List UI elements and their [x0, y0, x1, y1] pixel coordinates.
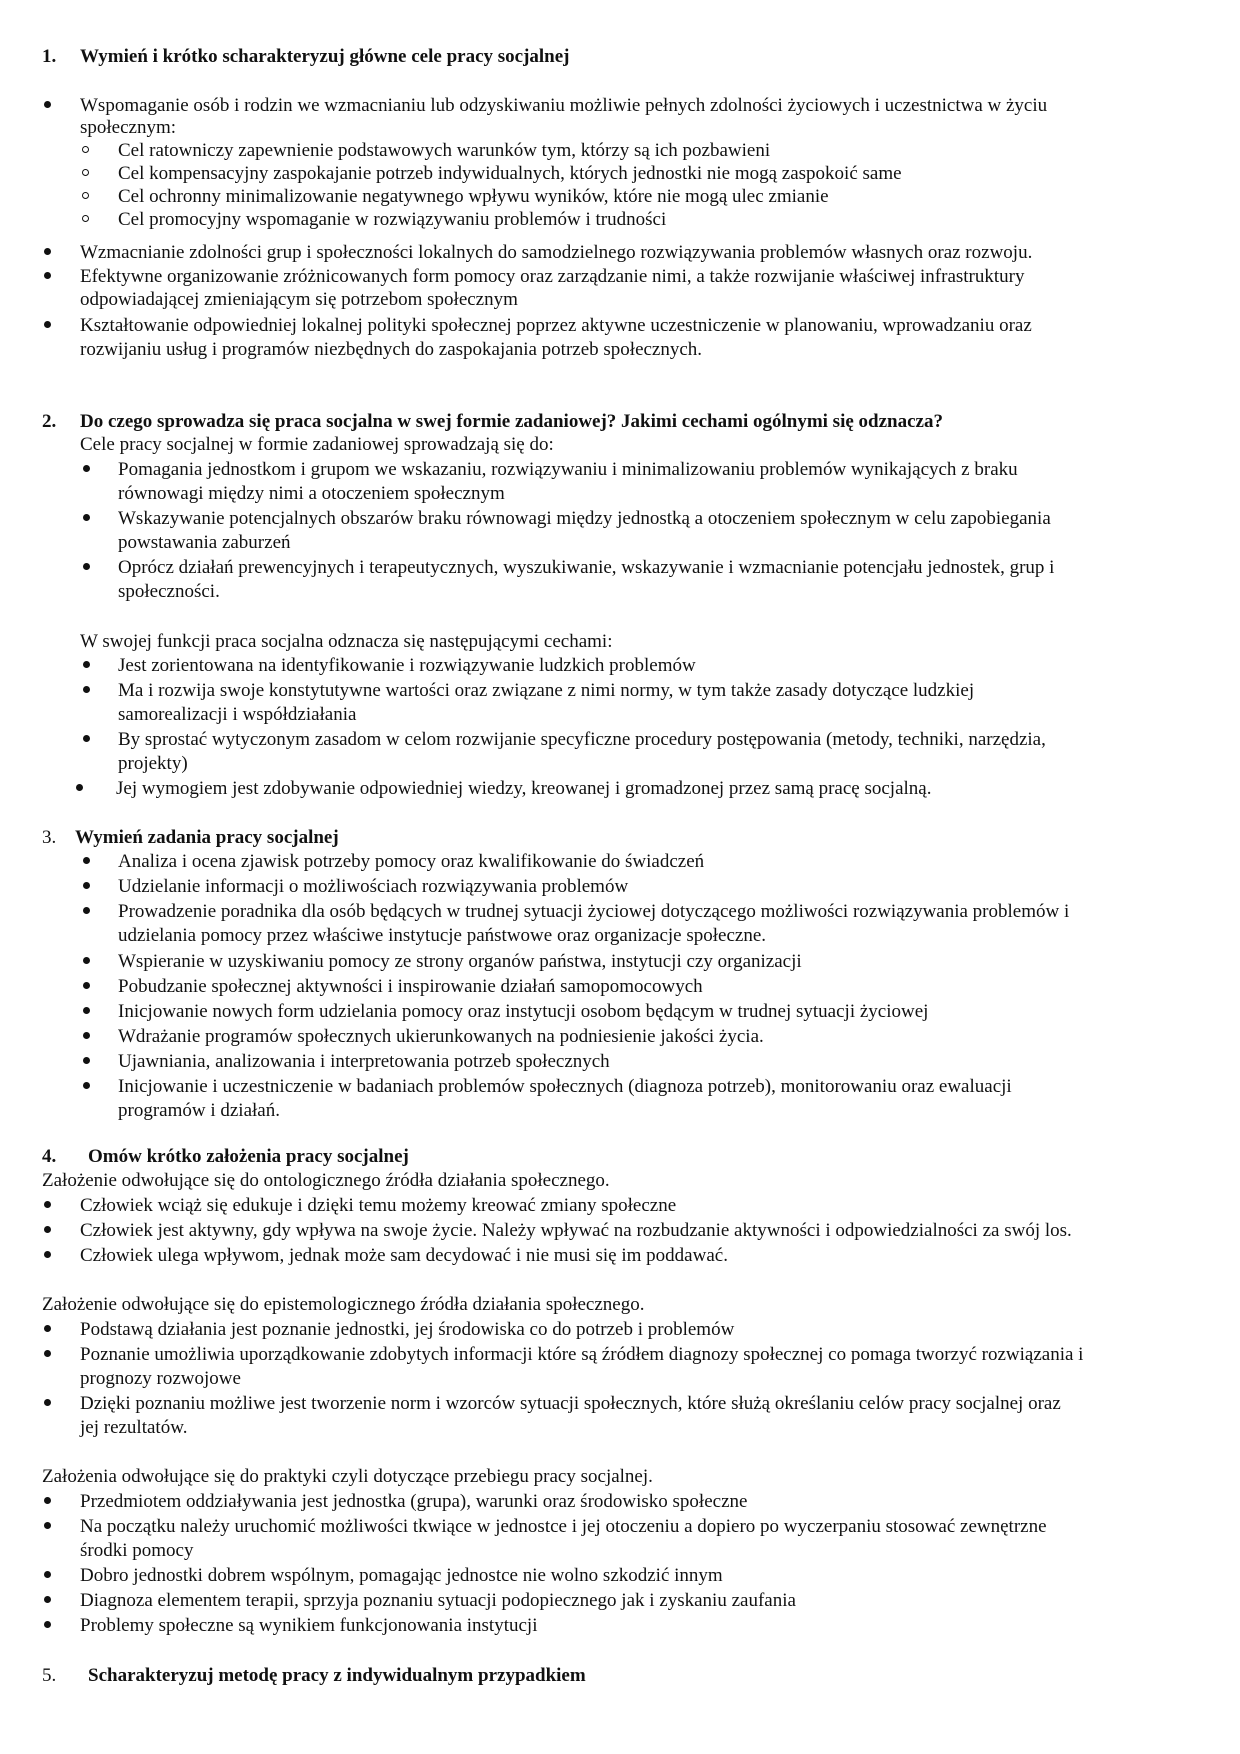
bullet-icon — [44, 1497, 51, 1504]
bullet-icon — [44, 1596, 51, 1603]
list-item: Jest zorientowana na identyfikowanie i rozwiązywanie ludzkich problemów — [118, 655, 696, 676]
bullet-icon — [83, 1032, 90, 1039]
bullet-icon — [83, 957, 90, 964]
list-item: Efektywne organizowanie zróżnicowanych form pomocy oraz zarządzanie nimi, a także rozwijanie właściwej infrastruktury — [80, 266, 1025, 287]
circle-bullet-icon — [82, 215, 89, 222]
list-item: Człowiek jest aktywny, gdy wpływa na swoje życie. Należy wpływać na rozbudzanie aktywności i odpowiedzialności za swój los. — [80, 1220, 1072, 1241]
bullet-icon — [83, 1007, 90, 1014]
bullet-icon — [83, 857, 90, 864]
list-item: Wspomaganie osób i rodzin we wzmacnianiu lub odzyskiwaniu możliwie pełnych zdolności życiowych i uczestnictwa w życiu — [80, 95, 1048, 116]
bullet-icon — [44, 101, 51, 108]
list-item: Wdrażanie programów społecznych ukierunkowanych na podniesienie jakości życia. — [118, 1026, 764, 1047]
list-item: Kształtowanie odpowiedniej lokalnej polityki społecznej poprzez aktywne uczestniczenie w planowaniu, wprowadzaniu oraz — [80, 315, 1032, 336]
bullet-icon — [83, 661, 90, 668]
paragraph: Założenie odwołujące się do ontologicznego źródła działania społecznego. — [42, 1170, 610, 1191]
list-item: społecznym: — [80, 117, 177, 138]
paragraph: Założenia odwołujące się do praktyki czyli dotyczące przebiegu pracy socjalnej. — [42, 1466, 653, 1487]
bullet-icon — [44, 1571, 51, 1578]
list-item: rozwijaniu usług i programów niezbędnych do zaspokajania potrzeb społecznych. — [80, 339, 703, 360]
list-item: Ujawniania, analizowania i interpretowania potrzeb społecznych — [118, 1051, 610, 1072]
list-item: Wskazywanie potencjalnych obszarów braku równowagi między jednostką a otoczeniem społecznym w celu zapobiegania — [118, 508, 1051, 529]
list-item: By sprostać wytyczonym zasadom w celom rozwijanie specyficzne procedury postępowania (metody, techniki, narzędzia, — [118, 729, 1046, 750]
list-item: Przedmiotem oddziaływania jest jednostka (grupa), warunki oraz środowisko społeczne — [80, 1491, 748, 1512]
list-item: prognozy rozwojowe — [80, 1368, 241, 1389]
list-item: programów i działań. — [118, 1100, 280, 1121]
bullet-icon — [83, 907, 90, 914]
list-item: Analiza i ocena zjawisk potrzeby pomocy oraz kwalifikowanie do świadczeń — [118, 851, 705, 872]
list-item: środki pomocy — [80, 1540, 194, 1561]
bullet-icon — [83, 1082, 90, 1089]
list-item: odpowiadającej zmieniającym się potrzebom społecznym — [80, 289, 518, 310]
list-item: projekty) — [118, 753, 188, 774]
bullet-icon — [83, 563, 90, 570]
list-item: Poznanie umożliwia uporządkowanie zdobytych informacji które są źródłem diagnozy społecznej co pomaga tworzyć rozwiązania i — [80, 1344, 1084, 1365]
list-item: Pobudzanie społecznej aktywności i inspirowanie działań samopomocowych — [118, 976, 703, 997]
bullet-icon — [44, 1201, 51, 1208]
section-2-number: 2. — [42, 411, 57, 432]
list-item: społeczności. — [118, 581, 220, 602]
list-item: udzielania pomocy przez właściwe instytucje państwowe oraz organizacje społeczne. — [118, 925, 767, 946]
bullet-icon — [44, 248, 51, 255]
list-item: Cel kompensacyjny zaspokajanie potrzeb indywidualnych, których jednostki nie mogą zaspokoić same — [118, 163, 902, 184]
circle-bullet-icon — [82, 192, 89, 199]
list-item: Dobro jednostki dobrem wspólnym, pomagając jednostce nie wolno szkodzić innym — [80, 1565, 723, 1586]
section-3-title: Wymień zadania pracy socjalnej — [75, 827, 339, 848]
bullet-icon — [76, 784, 83, 791]
circle-bullet-icon — [82, 146, 89, 153]
bullet-icon — [44, 1621, 51, 1628]
bullet-icon — [44, 1399, 51, 1406]
list-item: Wspieranie w uzyskiwaniu pomocy ze strony organów państwa, instytucji czy organizacji — [118, 951, 802, 972]
list-item: Pomagania jednostkom i grupom we wskazaniu, rozwiązywaniu i minimalizowaniu problemów wynikających z braku — [118, 459, 1018, 480]
paragraph: Założenie odwołujące się do epistemologicznego źródła działania społecznego. — [42, 1294, 645, 1315]
section-4-number: 4. — [42, 1146, 57, 1167]
list-item: Inicjowanie nowych form udzielania pomocy oraz instytucji osobom będącym w trudnej sytuacji życiowej — [118, 1001, 929, 1022]
list-item: Udzielanie informacji o możliwościach rozwiązywania problemów — [118, 876, 629, 897]
section-1-title: Wymień i krótko scharakteryzuj główne cele pracy socjalnej — [80, 46, 570, 67]
bullet-icon — [83, 686, 90, 693]
list-item: Człowiek wciąż się edukuje i dzięki temu możemy kreować zmiany społeczne — [80, 1195, 677, 1216]
list-item: powstawania zaburzeń — [118, 532, 291, 553]
list-item: Diagnoza elementem terapii, sprzyja poznaniu sytuacji podopiecznego jak i zyskaniu zaufania — [80, 1590, 796, 1611]
paragraph: W swojej funkcji praca socjalna odznacza się następującymi cechami: — [80, 631, 613, 652]
section-5-number: 5. — [42, 1665, 57, 1686]
list-item: Inicjowanie i uczestniczenie w badaniach problemów społecznych (diagnoza potrzeb), monitorowaniu oraz ewaluacji — [118, 1076, 1012, 1097]
paragraph: Cele pracy socjalnej w formie zadaniowej sprowadzają się do: — [80, 434, 554, 455]
bullet-icon — [44, 272, 51, 279]
list-item: Ma i rozwija swoje konstytutywne wartości oraz związane z nimi normy, w tym także zasady dotyczące ludzkiej — [118, 680, 975, 701]
bullet-icon — [44, 1325, 51, 1332]
list-item: samorealizacji i współdziałania — [118, 704, 357, 725]
list-item: Dzięki poznaniu możliwe jest tworzenie norm i wzorców sytuacji społecznych, które służą określaniu celów pracy socjalnej oraz — [80, 1393, 1061, 1414]
section-1-number: 1. — [42, 46, 57, 67]
list-item: Cel promocyjny wspomaganie w rozwiązywaniu problemów i trudności — [118, 209, 667, 230]
list-item: Cel ratowniczy zapewnienie podstawowych warunków tym, którzy są ich pozbawieni — [118, 140, 771, 161]
section-2-title: Do czego sprowadza się praca socjalna w swej formie zadaniowej? Jakimi cechami ogólnymi się odznacza? — [80, 411, 943, 432]
bullet-icon — [83, 735, 90, 742]
section-4-title: Omów krótko założenia pracy socjalnej — [88, 1146, 409, 1167]
list-item: Cel ochronny minimalizowanie negatywnego wpływu wyników, które nie mogą ulec zmianie — [118, 186, 829, 207]
list-item: Wzmacnianie zdolności grup i społeczności lokalnych do samodzielnego rozwiązywania problemów własnych oraz rozwoju. — [80, 242, 1033, 263]
bullet-icon — [83, 1057, 90, 1064]
list-item: Podstawą działania jest poznanie jednostki, jej środowiska co do potrzeb i problemów — [80, 1319, 735, 1340]
section-3-number: 3. — [42, 827, 57, 848]
list-item: równowagi między nimi a otoczeniem społecznym — [118, 483, 505, 504]
bullet-icon — [44, 1350, 51, 1357]
bullet-icon — [44, 321, 51, 328]
list-item: Człowiek ulega wpływom, jednak może sam decydować i nie musi się im poddawać. — [80, 1245, 728, 1266]
bullet-icon — [44, 1251, 51, 1258]
bullet-icon — [44, 1522, 51, 1529]
bullet-icon — [83, 514, 90, 521]
list-item: Oprócz działań prewencyjnych i terapeutycznych, wyszukiwanie, wskazywanie i wzmacnianie potencjału jednostek, grup i — [118, 557, 1055, 578]
list-item: Problemy społeczne są wynikiem funkcjonowania instytucji — [80, 1615, 538, 1636]
list-item: Jej wymogiem jest zdobywanie odpowiedniej wiedzy, kreowanej i gromadzonej przez samą pracę socjalną. — [116, 778, 932, 799]
bullet-icon — [83, 982, 90, 989]
bullet-icon — [83, 465, 90, 472]
list-item: Prowadzenie poradnika dla osób będących w trudnej sytuacji życiowej dotyczącego możliwości rozwiązywania problemów i — [118, 901, 1070, 922]
bullet-icon — [83, 882, 90, 889]
list-item: jej rezultatów. — [80, 1417, 188, 1438]
bullet-icon — [44, 1226, 51, 1233]
section-5-title: Scharakteryzuj metodę pracy z indywidualnym przypadkiem — [88, 1665, 586, 1686]
circle-bullet-icon — [82, 169, 89, 176]
list-item: Na początku należy uruchomić możliwości tkwiące w jednostce i jej otoczeniu a dopiero po wyczerpaniu stosować zewnętrzne — [80, 1516, 1047, 1537]
